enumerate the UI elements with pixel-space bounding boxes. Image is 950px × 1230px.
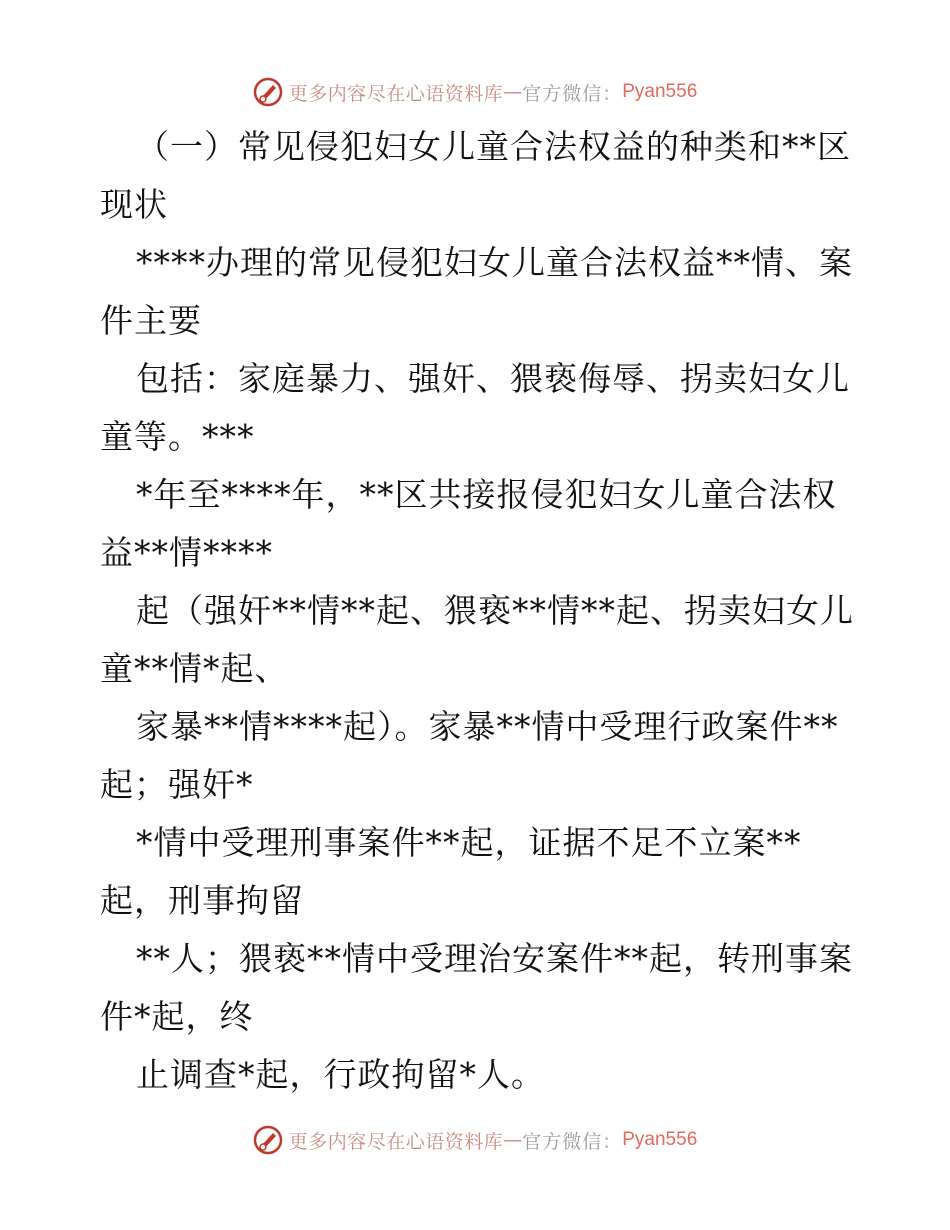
text-line: *年至****年，**区共接报侵犯妇女儿童合法权 [136,475,837,514]
text-line: 止调查*起，行政拘留*人。 [136,1055,545,1094]
text-line: *情中受理刑事案件**起，证据不足不立案** [136,823,802,862]
watermark-separator: — [503,1129,523,1151]
text-line: 包括：家庭暴力、强奸、猥亵侮辱、拐卖妇女儿 [136,359,850,398]
text-line: 件*起，终 [100,997,254,1036]
text-line: 童**情*起、 [100,649,289,688]
text-line: 起（强奸**情**起、猥亵**情**起、拐卖妇女儿 [136,591,854,630]
text-line: 起，刑事拘留 [100,881,304,920]
watermark-wechat-id: Pyan556 [622,81,698,102]
text-line: 件主要 [100,301,202,340]
watermark-label: 官方微信： [522,1130,623,1153]
watermark-wechat-id: Pyan556 [622,1129,698,1150]
watermark-text: 更多内容尽在心语资料库 [288,82,504,105]
watermark-banner-top [0,72,950,112]
text-line: 起；强奸* [100,765,254,804]
text-line: 家暴**情****起）。家暴**情中受理行政案件** [136,707,839,746]
watermark-separator: — [503,81,523,103]
watermark-banner-bottom [0,1120,950,1160]
text-line: ****办理的常见侵犯妇女儿童合法权益**情、案 [136,243,853,282]
section-heading: （一）常见侵犯妇女儿童合法权益的种类和**区 [136,127,851,166]
watermark-label: 官方微信： [522,82,623,105]
text-line: 童等。*** [100,417,255,456]
text-line: **人；猥亵**情中受理治安案件**起，转刑事案 [136,939,853,978]
text-line: 现状 [100,185,168,224]
brand-logo-icon [253,77,283,107]
brand-logo-icon [253,1125,283,1155]
watermark-text: 更多内容尽在心语资料库 [288,1130,504,1153]
text-line: 益**情**** [100,533,273,572]
